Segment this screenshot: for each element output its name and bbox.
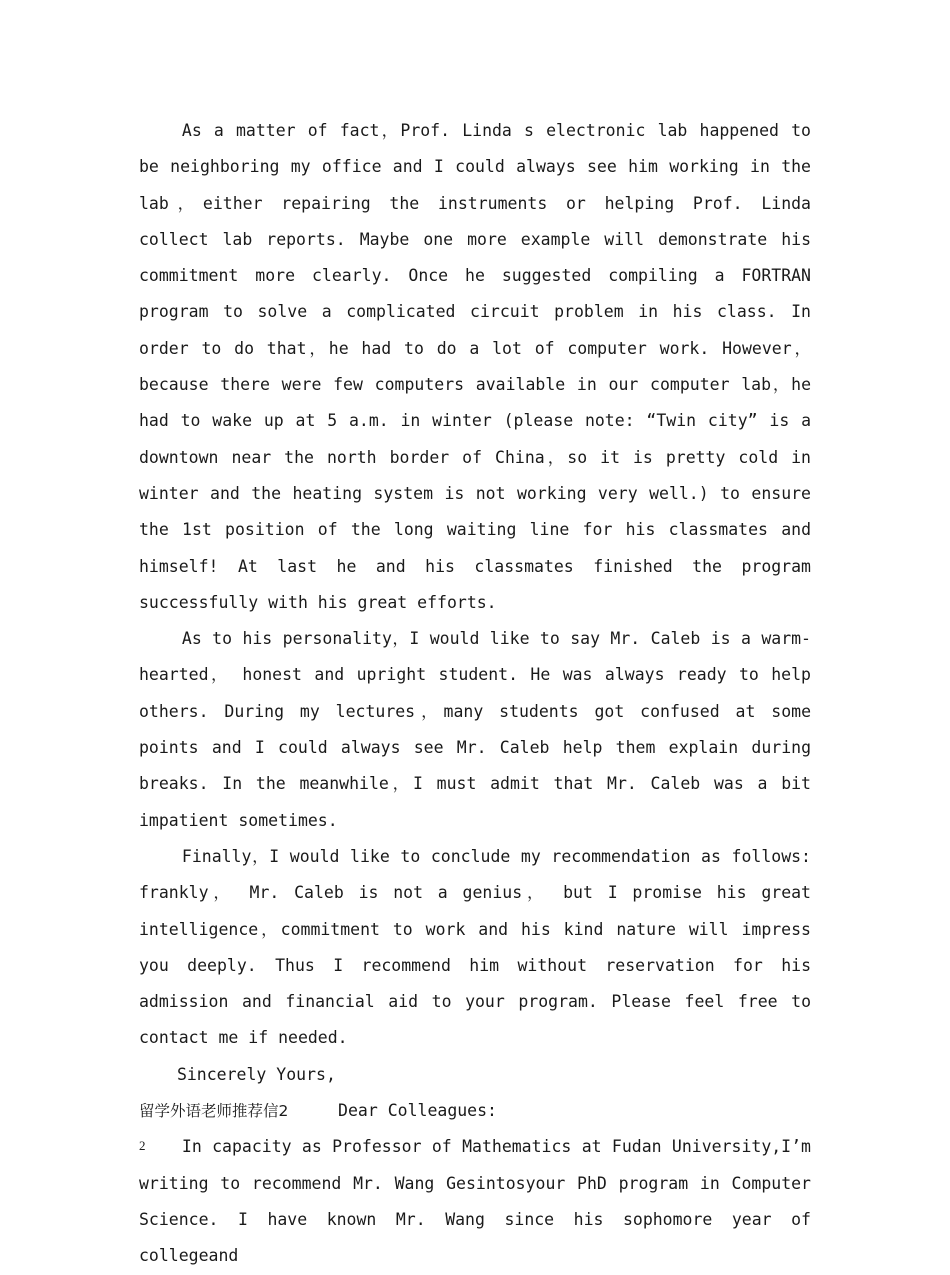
letter-body: [139, 113, 811, 1275]
paragraph-second-letter-intro: In capacity as Professor of Mathematics at Fudan University,I’m writing to recommend Mr. Wang Gesintosyour PhD program in Computer Science. I have known Mr. Wang since his sophomore year of collegeand: [139, 1137, 811, 1266]
section-title: 留学外语老师推荐信2: [139, 1102, 289, 1121]
paragraph-conclusion: Finally，I would like to conclude my recommendation as follows: frankly， Mr. Caleb is not a genius， but I promise his great intelligence，commitment to work and his kind nature will impress you deeply. Thus I recommend him without reservation for his admission and financial aid to your program. Please feel free to contact me if needed.: [139, 846, 811, 1048]
paragraph-personality: As to his personality，I would like to say Mr. Caleb is a warm-hearted， honest and upright student. He was always ready to help others. During my lectures，many students got confused at some points and I could always see Mr. Caleb help them explain during breaks. In the meanwhile，I must admit that Mr. Caleb was a bit impatient sometimes.: [139, 629, 811, 830]
salutation: Dear Colleagues:: [338, 1101, 497, 1121]
page-number: 2: [139, 1138, 146, 1153]
closing-line: Sincerely Yours,: [176, 1064, 336, 1084]
second-letter-heading: [139, 1093, 811, 1129]
paragraph-lab-commitment: As a matter of fact，Prof. Linda s electronic lab happened to be neighboring my office and I could always see him working in the lab，either repairing the instruments or helping Prof. Linda collect lab reports. Maybe one more example will demonstrate his commitment more clearly. Once he suggested compiling a FORTRAN program to solve a complicated circuit problem in his class. In order to do that，he had to do a lot of computer work. However，because there were few computers available in our computer lab，he had to wake up at 5 a.m. in winter (please note: “Twin city” is a downtown near the north border of China，so it is pretty cold in winter and the heating system is not working very well.) to ensure the 1st position of the long waiting line for his classmates and himself! At last he and his classmates finished the program successfully with his great efforts.: [139, 121, 811, 612]
